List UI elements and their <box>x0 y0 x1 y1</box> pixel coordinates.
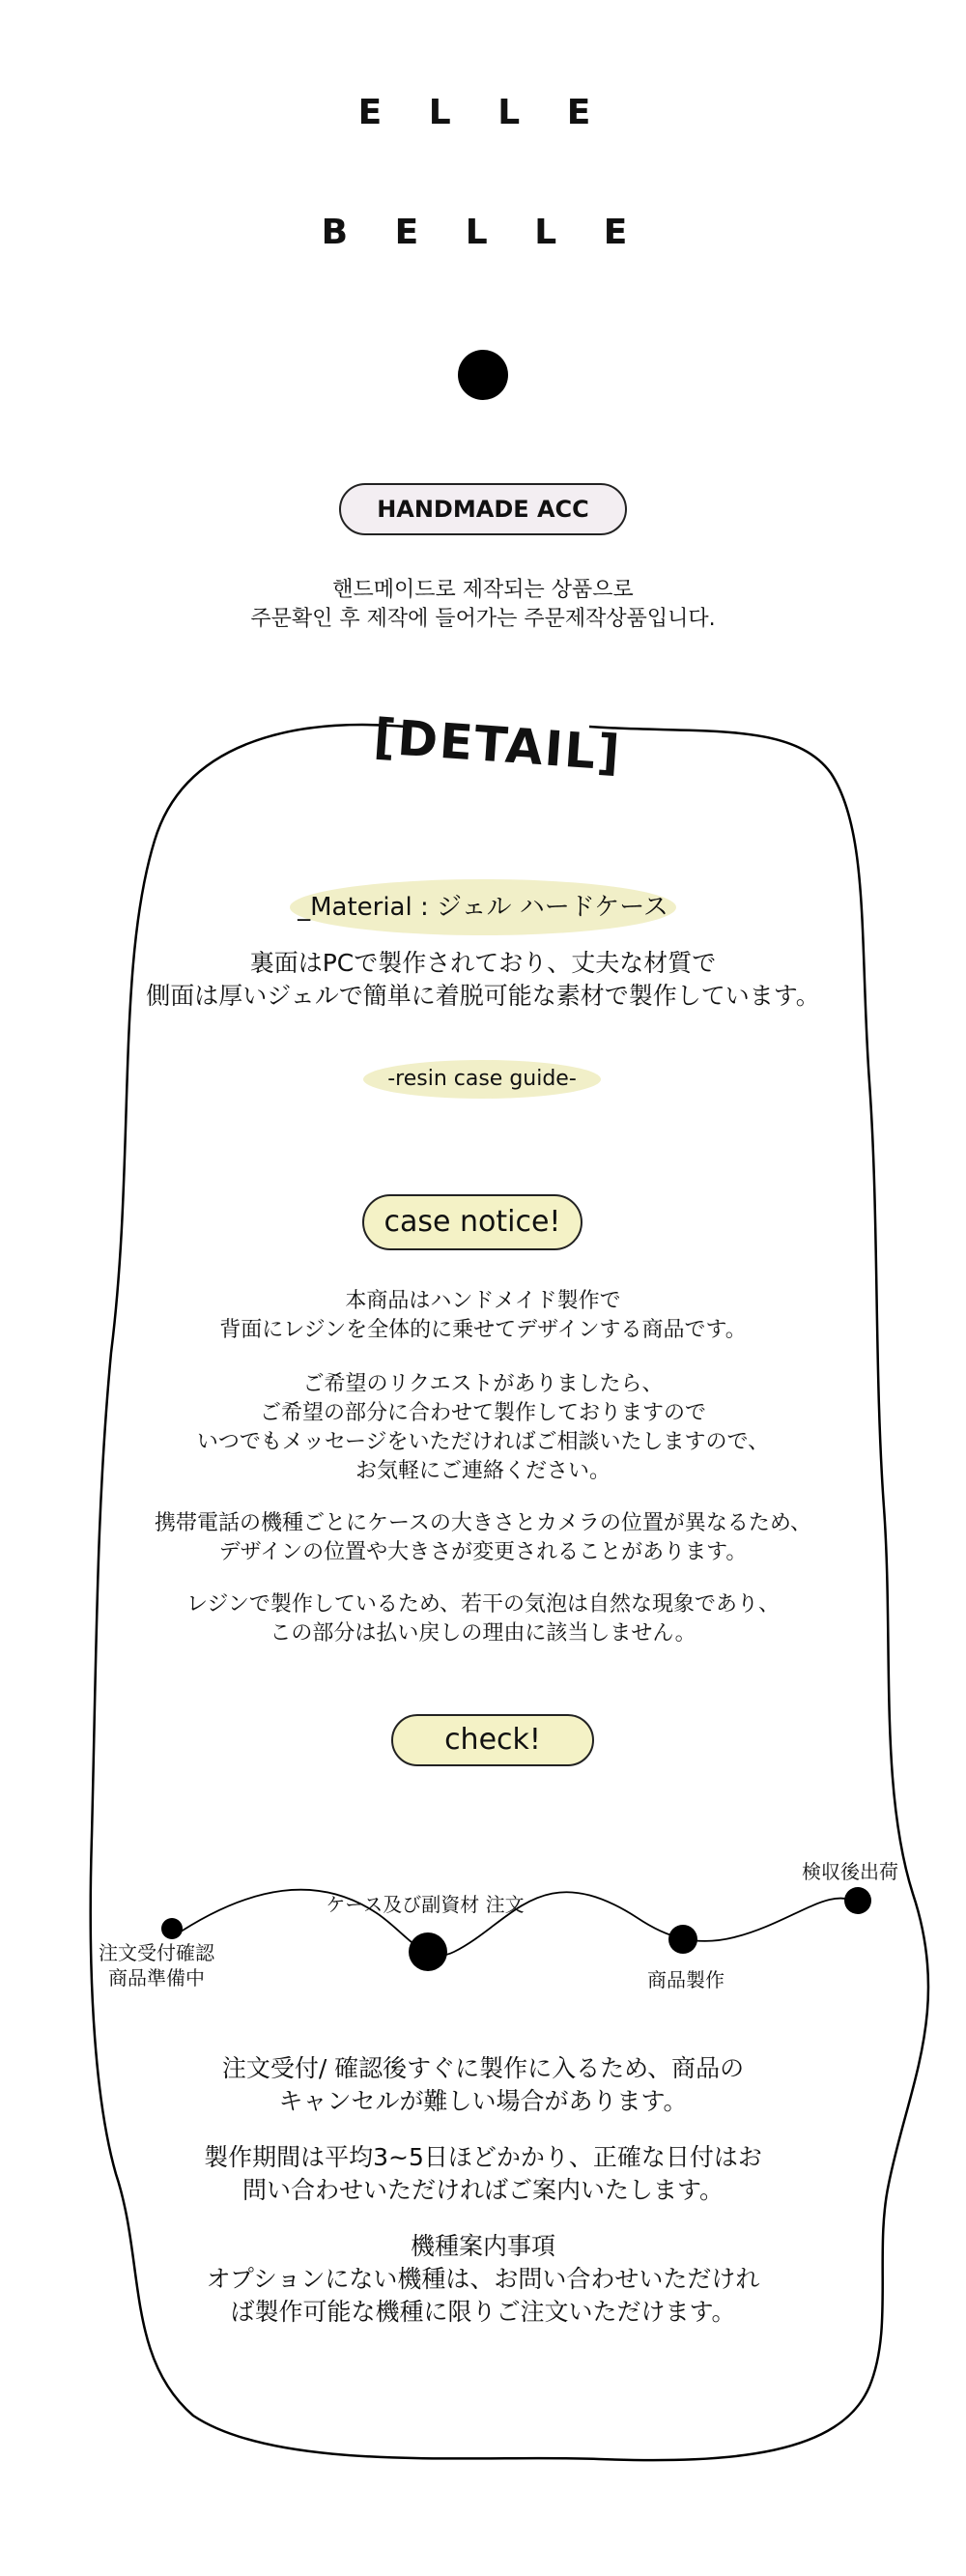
material-label: _Material : ジェル ハードケース <box>290 879 676 935</box>
check-p1-l2: キャンセルが難しい場合があります。 <box>278 2087 688 2115</box>
notice-p3-l2: デザインの位置や大きさが変更されることがあります。 <box>218 1540 748 1564</box>
notice-p4-l2: この部分は払い戻しの理由に該当しません。 <box>270 1621 696 1646</box>
notice-p2-l1: ご希望のリクエストがありましたら、 <box>302 1372 664 1396</box>
check-p2-l1: 製作期間は平均3~5日ほどかかり、正確な日付はお <box>204 2143 762 2171</box>
step-2-label: ケース及び副資材 注文 <box>326 1893 525 1916</box>
detail-title: [DETAIL] <box>371 708 624 782</box>
material-desc-1: 裏面はPCで製作されており、丈夫な材質で <box>249 949 717 977</box>
notice-p1-l2: 背面にレジンを全体的に乗せてデザインする商品です。 <box>219 1318 747 1342</box>
intro-line-2: 주문확인 후 제작에 들어가는 주문제작상품입니다. <box>250 607 716 631</box>
notice-p3-l1: 携帯電話の機種ごとにケースの大きさとカメラの位置が異なるため、 <box>154 1511 812 1535</box>
intro-line-1: 핸드메이드로 제작되는 상품으로 <box>332 578 634 602</box>
step-1-label-2: 商品準備中 <box>108 1966 205 1989</box>
check-p3-l1: 機種案内事項 <box>410 2232 555 2260</box>
resin-guide-label: -resin case guide- <box>363 1060 601 1099</box>
material-desc-2: 側面は厚いジェルで簡単に着脱可能な素材で製作しています。 <box>146 982 820 1010</box>
timeline-dot-1 <box>161 1918 183 1939</box>
check-p2-l2: 問い合わせいただければご案内いたします。 <box>242 2176 724 2204</box>
brand-line-2: B E L L E <box>321 213 645 252</box>
timeline-dot-4 <box>844 1887 871 1914</box>
notice-p2-l3: いつでもメッセージをいただければご相談いたしますので、 <box>196 1430 770 1454</box>
timeline-dot-3 <box>668 1925 697 1954</box>
step-4-label: 検収後出荷 <box>802 1860 898 1883</box>
step-3-label: 商品製作 <box>647 1968 724 1991</box>
case-notice-badge: case notice! <box>362 1194 582 1250</box>
notice-p1-l1: 本商品はハンドメイド製作で <box>345 1289 621 1313</box>
notice-p2-l2: ご希望の部分に合わせて製作しておりますので <box>259 1401 706 1425</box>
notice-p4-l1: レジンで製作しているため、若干の気泡は自然な現象であり、 <box>185 1592 781 1617</box>
handmade-badge: HANDMADE ACC <box>339 483 627 535</box>
notice-p2-l4: お気軽にご連絡ください。 <box>355 1459 611 1483</box>
check-p3-l3: ば製作可能な機種に限りご注文いただけます。 <box>230 2298 736 2326</box>
check-p3-l2: オプションにない機種は、お問い合わせいただけれ <box>206 2265 760 2293</box>
timeline-dot-2 <box>409 1932 447 1971</box>
step-1-label-1: 注文受付確認 <box>99 1941 214 1964</box>
check-badge: check! <box>391 1714 594 1766</box>
check-p1-l1: 注文受付/ 確認後すぐに製作に入るため、商品の <box>221 2054 745 2082</box>
brand-line-1: E L L E <box>357 93 609 132</box>
